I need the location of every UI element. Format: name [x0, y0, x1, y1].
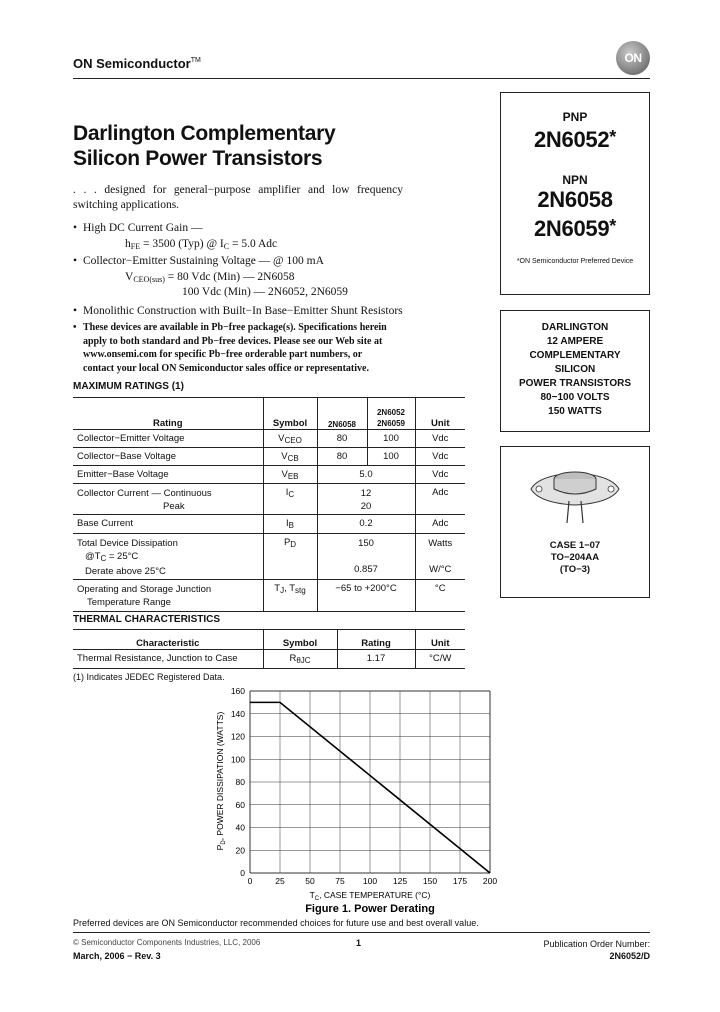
footer-rule: [73, 932, 650, 933]
x-tick-label: 75: [335, 876, 345, 886]
y-tick-label: 100: [230, 754, 245, 765]
y-tick-label: 160: [230, 686, 245, 696]
thermal-table: [73, 630, 465, 669]
table-row: Collector Current — Continuous Peak $I_C$ 12 20 Adc: [73, 483, 465, 514]
device-box: PNP 2N6052* NPN 2N6058 2N6059* *ON Semiconductor Preferred Device: [500, 92, 650, 295]
feature-vceo-value1: $V_{CEO(sus)} = 80$ Vdc (Min) — 2N6058: [125, 271, 295, 284]
intro-text: . . . designed for general−purpose amplifier and low frequency switching applications.: [73, 184, 403, 211]
x-tick-label: 125: [392, 876, 408, 886]
feature-vceo: • Collector−Emitter Sustaining Voltage — @ 100 mA: [73, 255, 324, 267]
chart-ticks: [231, 686, 498, 886]
case-box: CASE 1−07 TO−204AA (TO−3): [500, 446, 650, 598]
max-ratings-table: [73, 398, 465, 612]
y-tick-label: 140: [230, 708, 245, 719]
table-row: Thermal Resistance, Junction to Case $R_{\theta JC}$ 1.17 °C/W: [73, 649, 465, 668]
table-header-row: Characteristic Symbol Rating Unit: [73, 630, 465, 649]
x-tick-label: 50: [305, 876, 315, 886]
x-tick-label: 0: [247, 876, 253, 886]
publication-number: Publication Order Number: 2N6052/D: [543, 939, 650, 961]
to3-package-icon: [525, 457, 625, 529]
table-row: Collector−Base Voltage $V_{CB}$ 80 100 Vdc: [73, 447, 465, 465]
page-number: 1: [356, 938, 362, 948]
x-tick-label: 100: [362, 876, 378, 886]
page-title: Darlington Complementary Silicon Power Transistors: [73, 122, 336, 170]
table-row: Total Device Dissipation $@T_C = 25^\circ C$ Derate above 25°C $P_D$ 150 0.857 Watts W/°C: [73, 533, 465, 579]
header-rule: [73, 78, 650, 79]
y-tick-label: 60: [235, 799, 245, 810]
feature-vceo-value2: 100 Vdc (Min) — 2N6052, 2N6059: [182, 286, 348, 298]
chart-grid: [250, 691, 490, 873]
chart-title: Figure 1. Power Derating: [305, 903, 435, 915]
table-row: Operating and Storage Junction Temperature Range $T_J$, $T_{stg}$ −65 to +200°C °C: [73, 579, 465, 611]
power-derating-chart: [210, 683, 510, 918]
company-name: ON Semiconductor™: [73, 56, 201, 71]
table-row: Base Current $I_B$ 0.2 Adc: [73, 514, 465, 533]
x-tick-label: 175: [452, 876, 468, 886]
y-tick-label: 20: [235, 845, 245, 856]
preferred-note: Preferred devices are ON Semiconductor recommended choices for future use and best overall value.: [73, 918, 479, 928]
max-ratings-title: MAXIMUM RATINGS (1): [73, 381, 184, 392]
y-tick-label: 0: [240, 868, 245, 878]
y-axis-label: $P_D$, POWER DISSIPATION (WATTS): [215, 711, 227, 851]
y-tick-label: 40: [235, 822, 245, 833]
copyright: © Semiconductor Components Industries, LLC, 2006: [73, 938, 261, 947]
pbfree-note: • These devices are available in Pb−free package(s). Specifications herein apply to both standard and Pb−free devices. Please see our Web site at www.onsemi.com for specific Pb−free orderable part numbers, or contact your local ON Semiconductor sales office or representative.: [73, 322, 387, 374]
footnote: (1) Indicates JEDEC Registered Data.: [73, 672, 225, 682]
feature-monolithic: • Monolithic Construction with Built−In Base−Emitter Shunt Resistors: [73, 305, 403, 317]
x-axis-label: $T_C$, CASE TEMPERATURE (°C): [309, 890, 431, 902]
on-logo: ON: [616, 41, 650, 75]
feature-gain-value: $h_{FE} = 3500$ (Typ) @ $I_C = 5.0$ Adc: [125, 238, 278, 251]
table-row: Collector−Emitter Voltage $V_{CEO}$ 80 100 Vdc: [73, 429, 465, 447]
feature-gain: • High DC Current Gain —: [73, 222, 203, 234]
y-tick-label: 120: [230, 731, 245, 742]
revision-date: March, 2006 − Rev. 3: [73, 951, 161, 961]
table-row: Emitter−Base Voltage $V_{EB}$ 5.0 Vdc: [73, 465, 465, 483]
x-tick-label: 25: [275, 876, 285, 886]
y-tick-label: 80: [235, 777, 245, 787]
x-tick-label: 200: [482, 876, 498, 886]
thermal-title: THERMAL CHARACTERISTICS: [73, 614, 221, 625]
x-tick-label: 150: [422, 876, 438, 886]
table-header-row: Rating Symbol 2N6058 2N6052 2N6059 Unit: [73, 398, 465, 429]
spec-summary-box: DARLINGTON 12 AMPERE COMPLEMENTARY SILICON POWER TRANSISTORS 80−100 VOLTS 150 WATTS: [500, 310, 650, 432]
